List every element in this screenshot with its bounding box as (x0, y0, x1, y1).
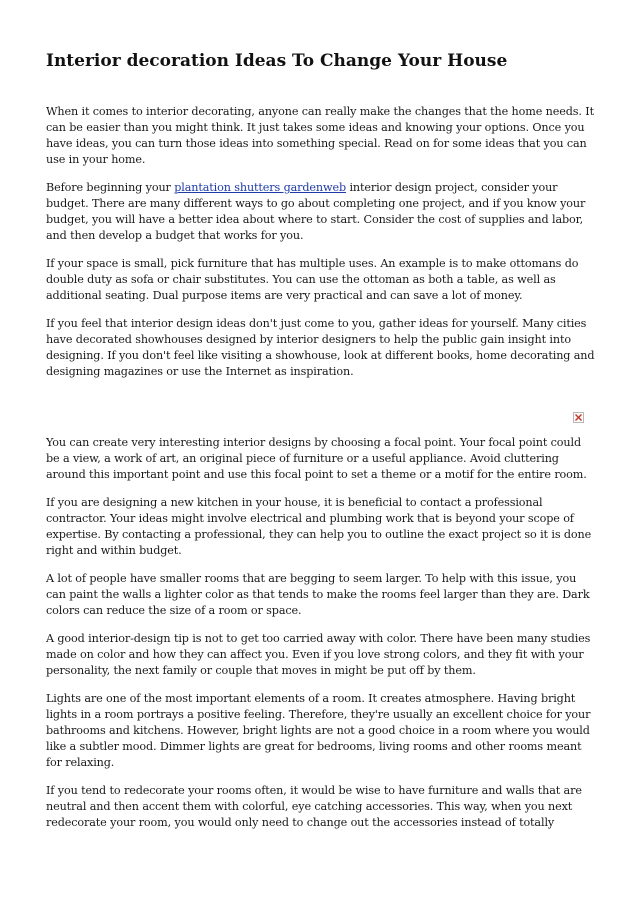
plantation-shutters-link[interactable]: plantation shutters gardenweb (174, 181, 347, 194)
paragraph-2-after: interior design project, consider your budget. There are many different ways to go about completing one project, and if you know your budget, you will have a better idea about where to start. Consider the cost of supplies and labor, and then develop a budget that works for you. (46, 181, 586, 242)
document-page (46, 48, 596, 843)
paragraph-2-before: Before beginning your (46, 181, 175, 194)
paragraph-9: Lights are one of the most important elements of a room. It creates atmosphere. Having bright lights in a room portrays a positive feeling. Therefore, they're usually an excellent choice for your bathrooms and kitchens. However, bright lights are not a good choice in a room where you would like a subtler mood. Dimmer lights are great for bedrooms, living rooms and other rooms meant for relaxing. (46, 692, 591, 769)
paragraph-6: If you are designing a new kitchen in your house, it is beneficial to contact a professional contractor. Your ideas might involve electrical and plumbing work that is beyond your scope of expertise. By contacting a professional, they can help you to outline the exact project so it is done right and within budget. (46, 496, 592, 557)
page-title: Interior decoration Ideas To Change Your House (46, 51, 508, 71)
embedded-image-area (46, 392, 596, 435)
paragraph-8: A good interior-design tip is not to get too carried away with color. There have been many studies made on color and how they can affect you. Even if you love strong colors, and they fit with your personality, the next family or couple that moves in might be put off by them. (46, 632, 591, 677)
paragraph-10: If you tend to redecorate your rooms often, it would be wise to have furniture and walls that are neutral and then accent them with colorful, eye catching accessories. This way, when you next redecorate your room, you would only need to change out the accessories instead of totally (46, 784, 582, 829)
paragraph-7: A lot of people have smaller rooms that are begging to seem larger. To help with this issue, you can paint the walls a lighter color as that tends to make the rooms feel larger than they are. Dark colors can reduce the size of a room or space. (46, 572, 590, 617)
paragraph-3: If your space is small, pick furniture that has multiple uses. An example is to make ottomans do double duty as sofa or chair substitutes. You can use the ottoman as both a table, as well as additional seating. Dual purpose items are very practical and can save a lot of money. (46, 257, 579, 302)
broken-image-icon (573, 412, 584, 423)
paragraph-2 (46, 180, 596, 244)
paragraph-4: If you feel that interior design ideas don't just come to you, gather ideas for yourself. Many cities have decorated showhouses designed by interior designers to help the public gain insight into designing. If you don't feel like visiting a showhouse, look at different books, home decorating and designing magazines or use the Internet as inspiration. (46, 317, 595, 378)
paragraph-1: When it comes to interior decorating, anyone can really make the changes that the home needs. It can be easier than you might think. It just takes some ideas and knowing your options. Once you have ideas, you can turn those ideas into something special. Read on for some ideas that you can use in your home. (46, 105, 594, 166)
paragraph-5: You can create very interesting interior designs by choosing a focal point. Your focal point could be a view, a work of art, an original piece of furniture or a useful appliance. Avoid cluttering around this important point and use this focal point to set a theme or a motif for the entire room. (46, 436, 587, 481)
